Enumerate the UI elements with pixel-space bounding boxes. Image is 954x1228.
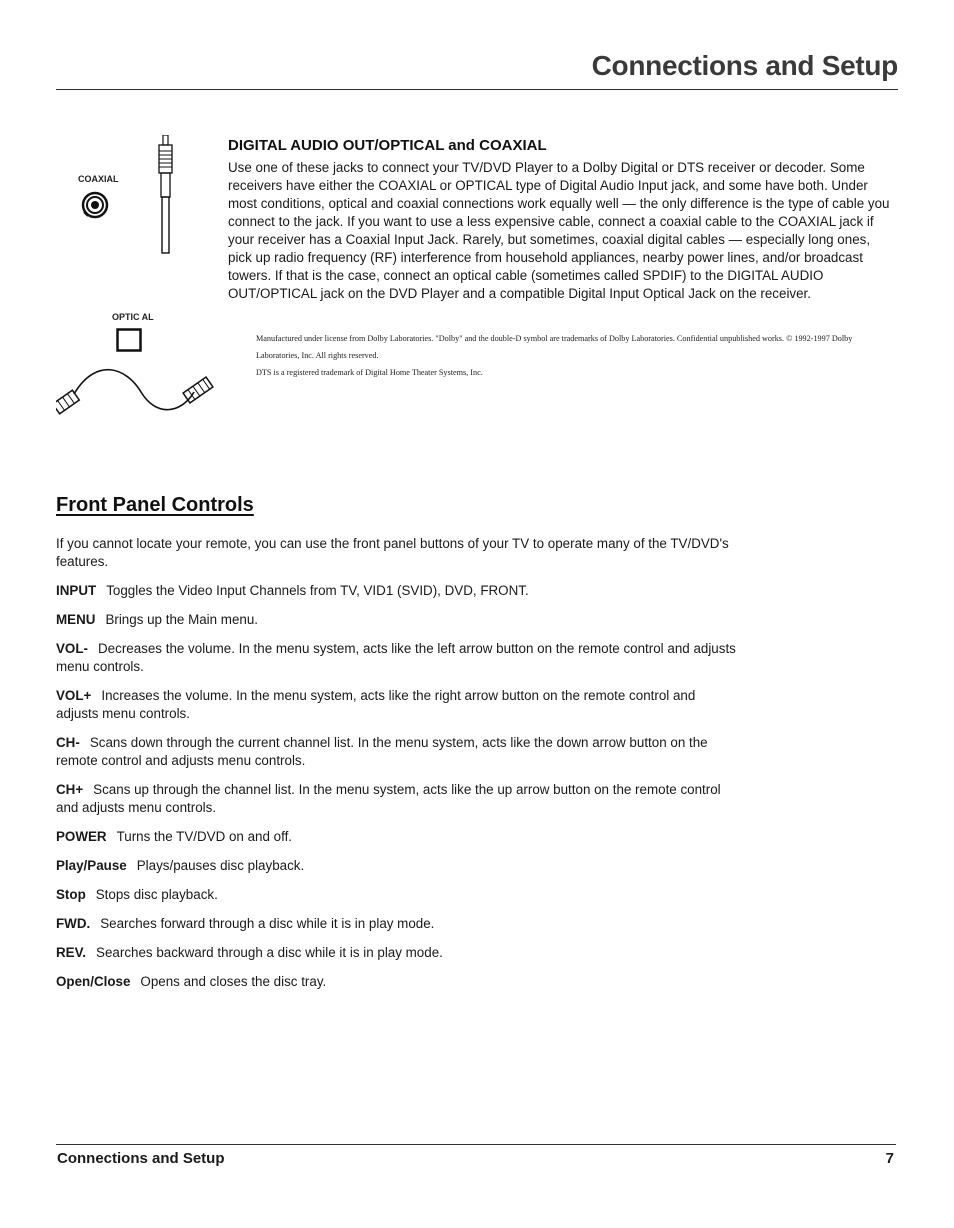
- control-desc: Stops disc playback.: [95, 887, 218, 902]
- control-desc: Scans up through the channel list. In the menu system, acts like the up arrow button on the remote control and adjusts menu controls.: [56, 782, 721, 815]
- control-item: [56, 828, 736, 846]
- control-item: [56, 734, 736, 770]
- front-panel-section: [56, 494, 736, 1002]
- control-desc: Turns the TV/DVD on and off.: [116, 829, 293, 844]
- control-term: POWER: [56, 829, 107, 844]
- control-term: FWD.: [56, 916, 91, 931]
- control-desc: Toggles the Video Input Channels from TV, VID1 (SVID), DVD, FRONT.: [106, 583, 529, 598]
- footer-divider: [56, 1144, 896, 1145]
- control-item: [56, 973, 736, 991]
- control-item: [56, 640, 736, 676]
- control-item: [56, 611, 736, 629]
- control-item: [56, 781, 736, 817]
- coaxial-jack-icon: [78, 188, 112, 222]
- control-term: REV.: [56, 945, 87, 960]
- digital-audio-section: [228, 137, 893, 303]
- control-item: [56, 582, 736, 600]
- control-term: CH+: [56, 782, 84, 797]
- digital-audio-body: Use one of these jacks to connect your TV/DVD Player to a Dolby Digital or DTS receiver or decoder. Some receivers have either the COAXIAL or OPTICAL type of Digital Audio Input jack, and some have both. Under most conditions, optical and coaxial connections work equally well — the only difference is the type of cable you connect to the jack. If you want to use a less expensive cable, connect a coaxial cable to the COAXIAL jack if your receiver has a Coaxial Input Jack. Rarely, but sometimes, coaxial digital cables — especially long ones, pick up radio frequency (RF) interference from household appliances, nearby power lines, and/or broadcast towers. If that is the case, connect an optical cable (sometimes called SPDIF) to the DIGITAL AUDIO OUT/OPTICAL jack on the DVD Player and a compatible Digital Input Optical Jack on the receiver.: [228, 160, 890, 301]
- control-term: VOL+: [56, 688, 92, 703]
- control-desc: Scans down through the current channel list. In the menu system, acts like the down arrow button on the remote control and adjusts menu controls.: [56, 735, 708, 768]
- control-desc: Brings up the Main menu.: [105, 612, 259, 627]
- optical-jack-icon: [116, 328, 144, 354]
- front-panel-intro: If you cannot locate your remote, you can use the front panel buttons of your TV to operate many of the TV/DVD's features.: [56, 536, 729, 569]
- control-term: MENU: [56, 612, 96, 627]
- optical-label: OPTIC AL: [112, 312, 154, 322]
- control-term: INPUT: [56, 583, 97, 598]
- page-number: 7: [885, 1150, 894, 1167]
- control-desc: Searches forward through a disc while it is in play mode.: [100, 916, 435, 931]
- front-panel-heading: Front Panel Controls: [56, 494, 254, 516]
- control-desc: Plays/pauses disc playback.: [136, 858, 305, 873]
- footer-section-title: Connections and Setup: [57, 1150, 225, 1167]
- legal-line: Laboratories, Inc. All rights reserved.: [256, 351, 379, 360]
- control-desc: Increases the volume. In the menu system, acts like the right arrow button on the remote control and adjusts menu controls.: [56, 688, 696, 721]
- control-desc: Decreases the volume. In the menu system, acts like the left arrow button on the remote control and adjusts menu controls.: [56, 641, 736, 674]
- control-item: [56, 944, 736, 962]
- optical-cable-icon: [56, 362, 216, 420]
- page-title: Connections and Setup: [591, 50, 898, 81]
- control-term: Open/Close: [56, 974, 131, 989]
- control-item: [56, 886, 736, 904]
- control-term: Stop: [56, 887, 86, 902]
- control-desc: Searches backward through a disc while it is in play mode.: [96, 945, 443, 960]
- header-divider: [56, 89, 898, 90]
- digital-audio-heading: DIGITAL AUDIO OUT/OPTICAL and COAXIAL: [228, 137, 547, 154]
- connector-illustration: [56, 130, 226, 430]
- control-term: VOL-: [56, 641, 88, 656]
- control-item: [56, 857, 736, 875]
- legal-line: Manufactured under license from Dolby Laboratories. "Dolby" and the double-D symbol are trademarks of Dolby Laboratories. Confidential unpublished works. © 1992-1997 Dolby: [256, 334, 853, 343]
- control-term: Play/Pause: [56, 858, 127, 873]
- legal-notice: [256, 333, 892, 384]
- control-item: [56, 915, 736, 933]
- control-term: CH-: [56, 735, 80, 750]
- coaxial-cable-icon: [154, 135, 178, 255]
- control-desc: Opens and closes the disc tray.: [140, 974, 327, 989]
- control-item: [56, 687, 736, 723]
- coaxial-label: COAXIAL: [78, 174, 119, 184]
- legal-line: DTS is a registered trademark of Digital Home Theater Systems, Inc.: [256, 368, 483, 377]
